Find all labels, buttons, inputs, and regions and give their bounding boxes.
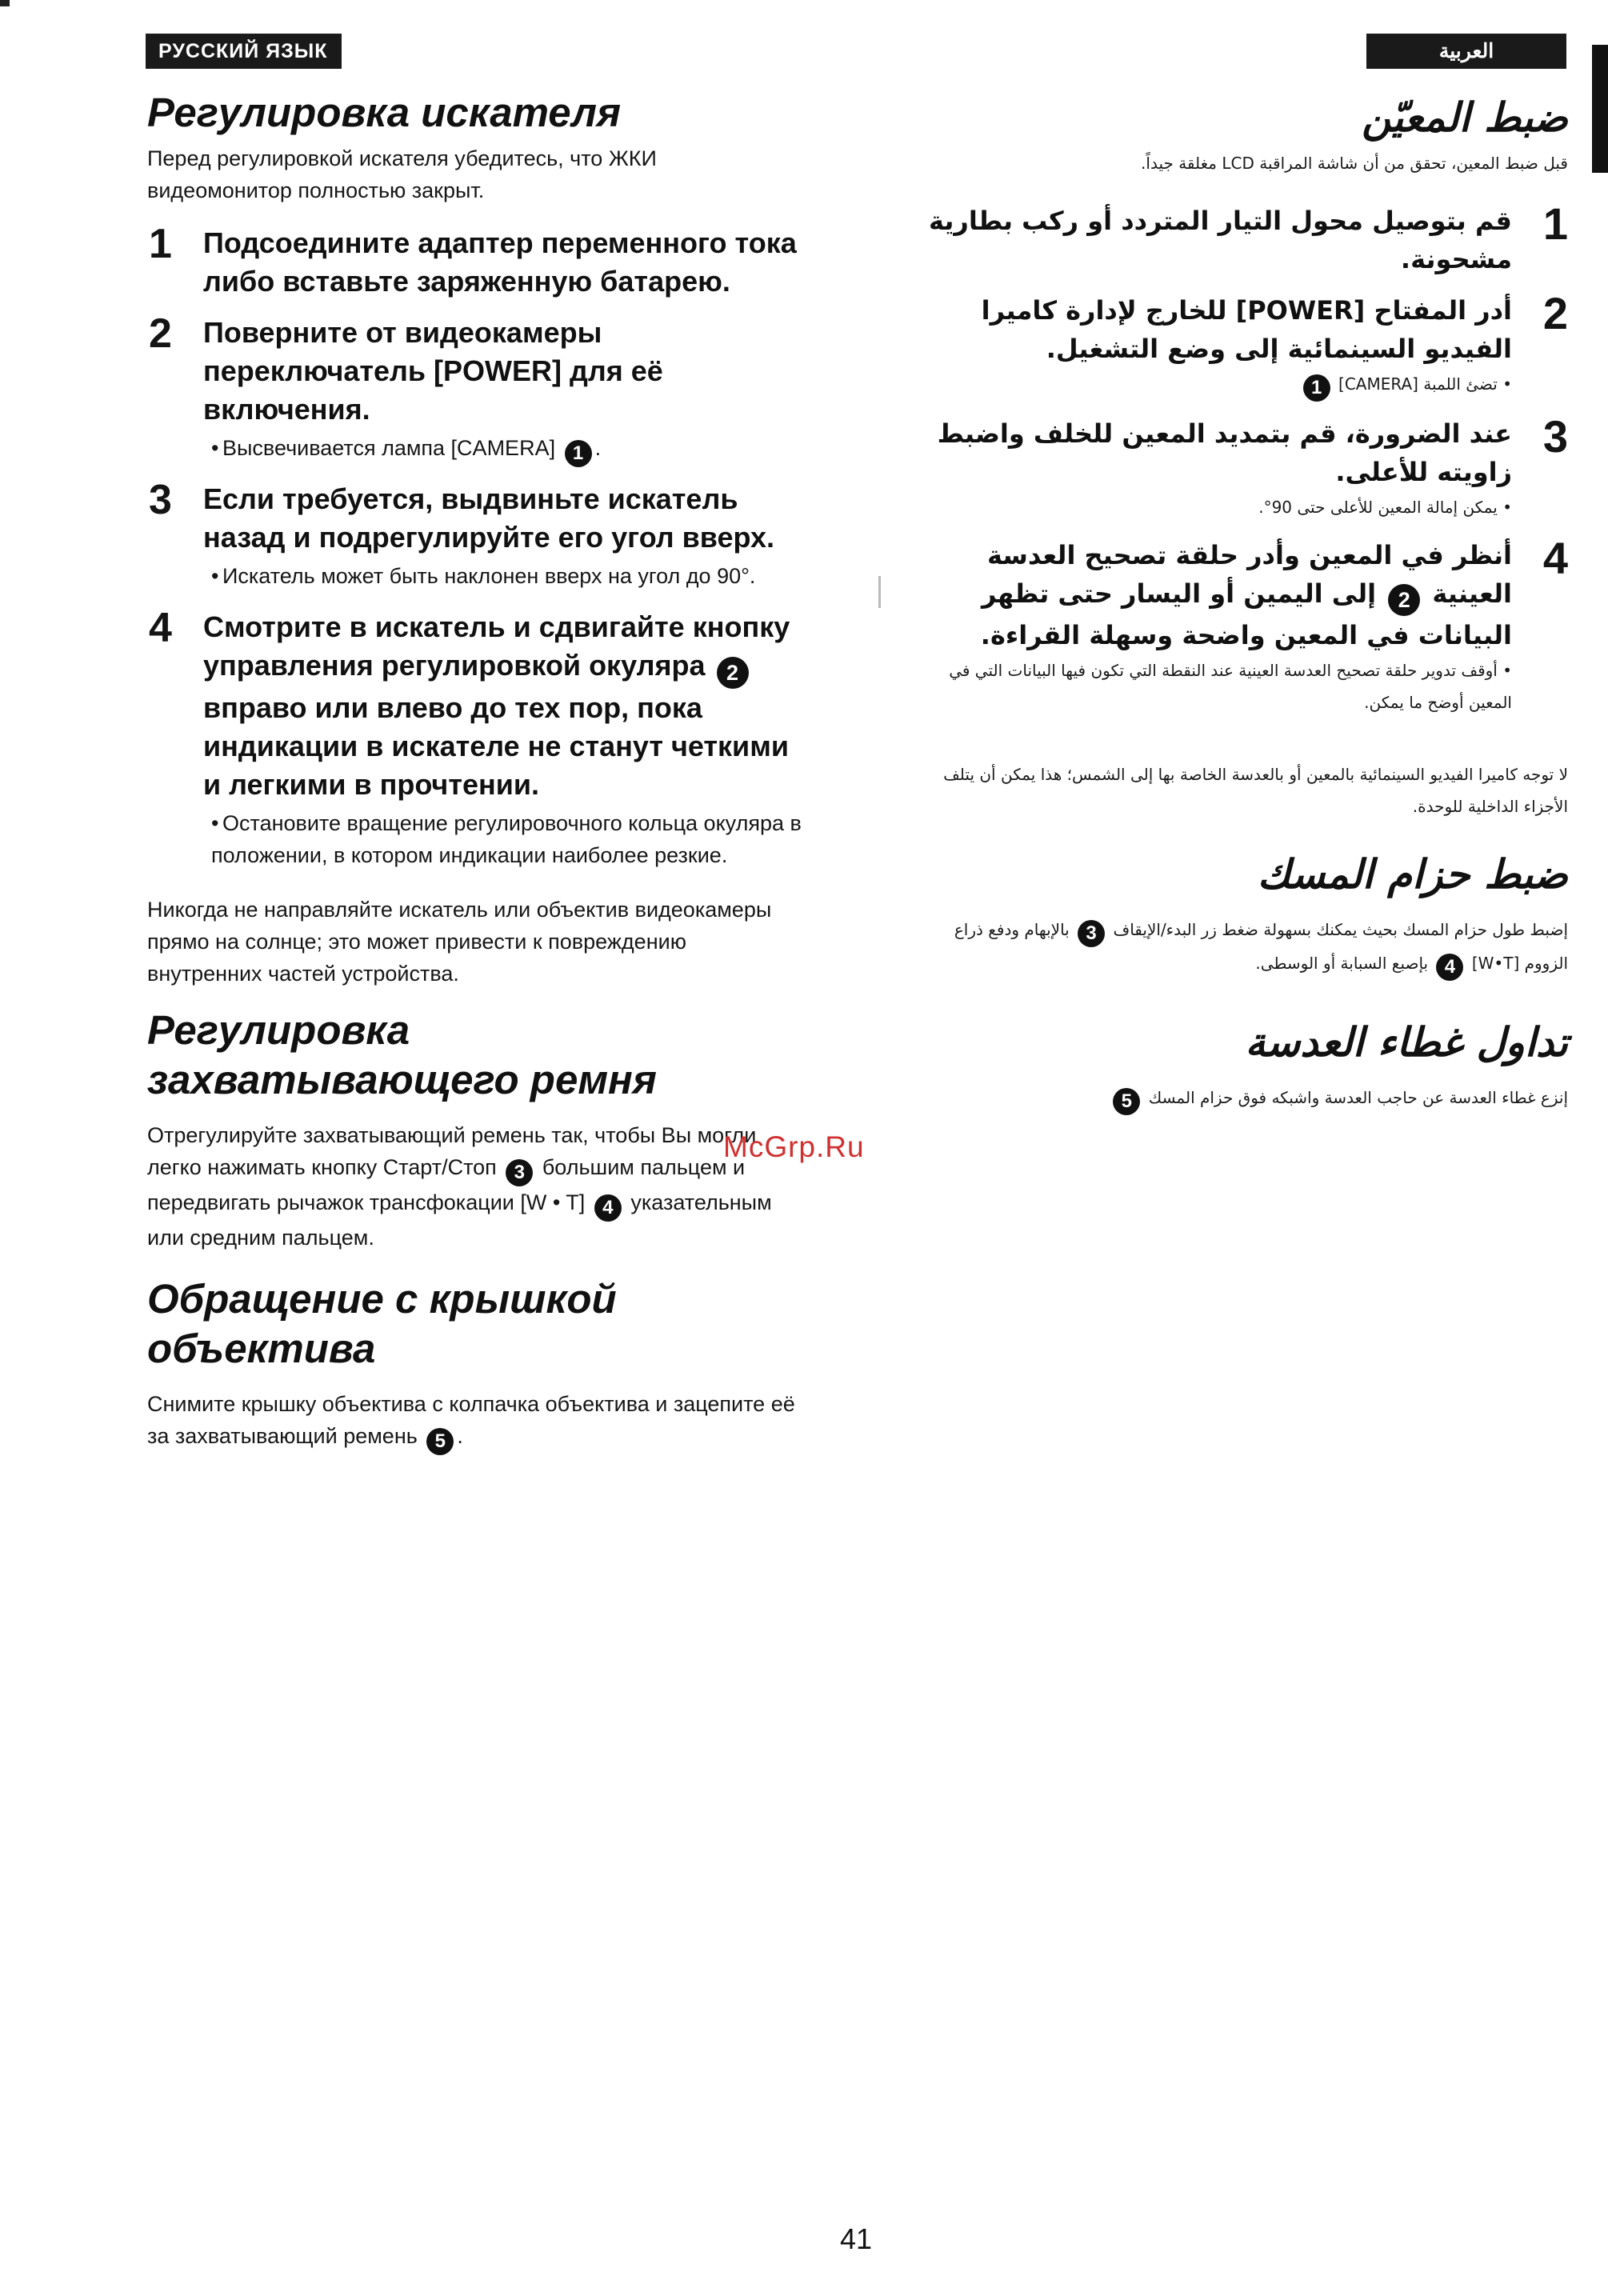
ar-sun-warning: لا توجه كاميرا الفيديو السينمائية بالمعين أو بالعدسة الخاصة بها إلى الشمس؛ هذا يمكن أن يتلف الأجزاء الداخلية للوحدة.: [943, 765, 1568, 816]
step-number: 4: [1542, 533, 1568, 583]
lens-cap-heading-line-1: Обращение с крышкой: [147, 1276, 617, 1322]
callout-5-icon: 5: [1113, 1088, 1140, 1115]
step-number: 4: [149, 605, 172, 651]
grip-text-part: большим пальцем и передвигать рычажок трансфокации [W • T]: [147, 1155, 746, 1214]
note-text: Высвечивается лампа [CAMERA]: [222, 436, 556, 460]
ar-step-3: [912, 411, 1568, 523]
ar-lens-cap-heading: تداول غطاء العدسة: [1245, 1019, 1568, 1066]
step-text-part: أنظر في المعين وأدر حلقة تصحيح العدسة العينية: [987, 540, 1512, 609]
callout-2-icon: 2: [1388, 584, 1420, 616]
callout-1-icon: 1: [1303, 374, 1330, 402]
scan-artifact-line: [878, 576, 881, 608]
language-tab-arabic: العربية: [1366, 34, 1566, 69]
step-note: • Искатель может быть наклонен вверх на угол до 90°.: [211, 564, 756, 588]
step-3: [147, 477, 803, 592]
step-note: • أوقف تدوير حلقة تصحيح العدسة العينية عند النقطة التي تكون فيها البيانات التي في المعين أوضح ما يمكن.: [949, 661, 1512, 712]
ar-grip-text: [912, 914, 1568, 981]
callout-3-icon: 3: [506, 1159, 533, 1186]
step-text: أدر المفتاح [POWER] للخارج لإدارة كاميرا الفيديو السينمائية إلى وضع التشغيل.: [981, 295, 1512, 364]
step-1: [147, 221, 803, 301]
callout-4-icon: 4: [1436, 954, 1463, 981]
note-text: أوقف تدوير حلقة تصحيح العدسة العينية عند النقطة التي تكون فيها البيانات التي في المعين أوضح ما يمكن.: [949, 661, 1512, 712]
lens-cap-text-part: Снимите крышку объектива с колпачка объектива и зацепите её за захватывающий ремень: [147, 1392, 795, 1448]
watermark: McGrp.Ru: [723, 1130, 865, 1163]
lens-cap-heading-line-2: объектива: [147, 1326, 376, 1371]
grip-heading: [147, 1006, 803, 1105]
note-text: يمكن إمالة المعين للأعلى حتى 90°.: [1258, 498, 1498, 517]
ar-step-4: [912, 533, 1568, 718]
ar-viewfinder-heading: ضبط المعيّن: [1362, 94, 1568, 141]
grip-heading-line-1: Регулировка: [147, 1007, 410, 1053]
step-text-part: إلى اليمين أو اليسار حتى تظهر البيانات في المعين واضحة وسهلة القراءة.: [980, 578, 1512, 650]
step-number: 1: [1542, 198, 1568, 249]
page-number: 41: [840, 2222, 873, 2255]
step-number: 3: [149, 477, 172, 523]
step-text-part: вправо или влево до тех пор, пока индикации в искателе не станут четкими и легкими в прочтении.: [203, 691, 789, 801]
page-edge-marker: [1592, 45, 1608, 173]
step-text: عند الضرورة، قم بتمديد المعين للخلف واضبط زاويته للأعلى.: [937, 418, 1512, 487]
ar-grip-heading: ضبط حزام المسك: [1258, 851, 1568, 898]
step-text: Подсоедините адаптер переменного тока либо вставьте заряженную батарею.: [203, 226, 797, 298]
step-text: [912, 536, 1512, 654]
step-number: 2: [149, 310, 172, 357]
grip-text-part: بإصبع السبابة أو الوسطى.: [1255, 954, 1429, 973]
step-note: • يمكن إمالة المعين للأعلى حتى 90°.: [1258, 498, 1512, 517]
step-2: [147, 310, 803, 467]
step-text: Если требуется, выдвиньте искатель назад и подрегулируйте его угол вверх.: [203, 482, 775, 554]
grip-text-part: Отрегулируйте захватывающий ремень так, чтобы Вы могли легко нажимать кнопку Старт/Стоп: [147, 1123, 757, 1179]
step-number: 2: [1542, 288, 1568, 338]
callout-1-icon: 1: [565, 440, 592, 467]
grip-text-part: إضبط طول حزام المسك بحيث يمكنك بسهولة ضغط زر البدء/الإيقاف: [1113, 920, 1568, 939]
step-4: [147, 605, 803, 871]
callout-2-icon: 2: [717, 657, 749, 689]
step-number: 3: [1542, 411, 1568, 462]
grip-text-part: указательным или средним пальцем.: [147, 1190, 772, 1250]
callout-3-icon: 3: [1078, 920, 1105, 947]
step-text: [203, 608, 803, 804]
callout-5-icon: 5: [426, 1428, 454, 1455]
ar-lens-cap-text: [912, 1082, 1568, 1115]
step-note: • Остановите вращение регулировочного кольца окуляра в положении, в котором индикации наиболее резкие.: [211, 811, 802, 867]
step-text: Поверните от видеокамеры переключатель [POWER] для её включения.: [203, 316, 663, 426]
ar-step-1: [912, 198, 1568, 278]
note-text: تضئ اللمبة [CAMERA]: [1338, 374, 1498, 394]
step-note: • Высвечивается лампа [CAMERA] 1 .: [203, 432, 803, 467]
lens-cap-text-part: إنزع غطاء العدسة عن حاجب العدسة واشبكه فوق حزام المسك: [1148, 1088, 1568, 1107]
callout-4-icon: 4: [594, 1194, 622, 1222]
russian-column: [147, 88, 803, 1455]
lens-cap-text: Снимите крышку объектива с колпачка объектива и зацепите её за захватывающий ремень 5 .: [147, 1388, 803, 1455]
step-number: 1: [149, 221, 172, 267]
language-tab-russian: РУССКИЙ ЯЗЫК: [146, 34, 342, 69]
arabic-column: [912, 88, 1568, 1115]
viewfinder-heading: Регулировка искателя: [147, 90, 622, 135]
ar-viewfinder-intro: قبل ضبط المعين، تحقق من أن شاشة المراقبة LCD مغلقة جيداً.: [1141, 154, 1568, 173]
grip-text-part: بالإبهام ودفع ذراع الزووم [W•T]: [954, 920, 1568, 973]
note-text: Искатель может быть наклонен вверх на угол до 90°.: [222, 564, 756, 588]
scan-corner-mark: [0, 0, 10, 6]
sun-warning: Никогда не направляйте искатель или объектив видеокамеры прямо на солнце; это может привести к повреждению внутренних частей устройства.: [147, 898, 772, 986]
ar-step-2: [912, 288, 1568, 402]
step-text-part: Смотрите в искатель и сдвигайте кнопку управления регулировкой окуляра: [203, 610, 790, 682]
step-note: • تضئ اللمبة [CAMERA] 1: [912, 368, 1512, 402]
note-text: Остановите вращение регулировочного кольца окуляра в положении, в котором индикации наиболее резкие.: [211, 811, 802, 867]
grip-text: [147, 1119, 803, 1254]
step-text: قم بتوصيل محول التيار المتردد أو ركب بطارية مشحونة.: [928, 206, 1512, 274]
lens-cap-heading: [147, 1274, 803, 1374]
grip-heading-line-2: захватывающего ремня: [147, 1057, 657, 1102]
viewfinder-intro: Перед регулировкой искателя убедитесь, что ЖКИ видеомонитор полностью закрыт.: [147, 146, 657, 202]
